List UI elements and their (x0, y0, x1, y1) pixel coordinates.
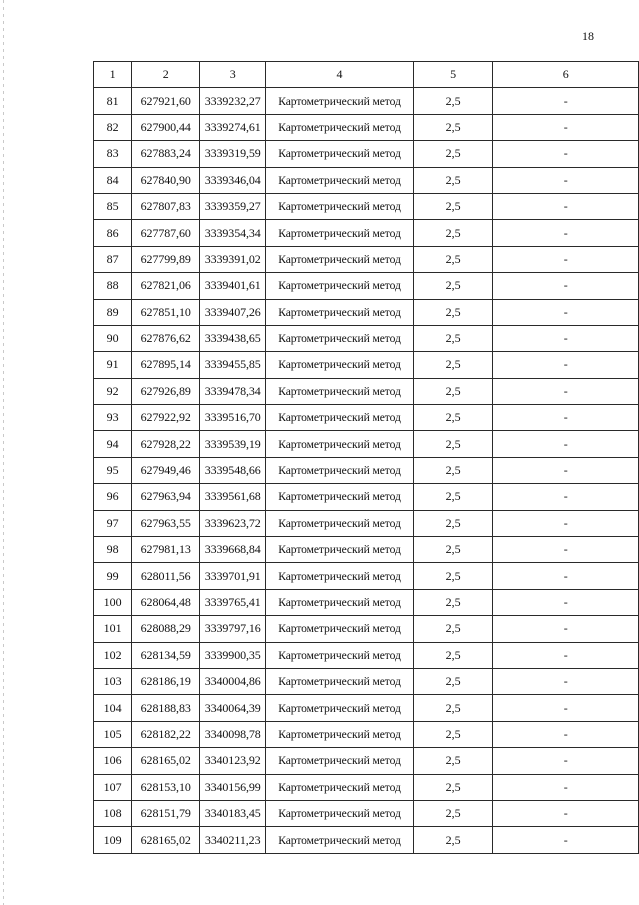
note-cell: - (493, 193, 639, 219)
note-cell: - (493, 405, 639, 431)
header-cell-6: 6 (493, 62, 639, 88)
accuracy-cell: 2,5 (413, 748, 493, 774)
accuracy-cell: 2,5 (413, 800, 493, 826)
method-cell: Картометрический метод (266, 167, 413, 193)
accuracy-cell: 2,5 (413, 88, 493, 114)
x-coordinate-cell: 627963,94 (132, 484, 200, 510)
method-cell: Картометрический метод (266, 220, 413, 246)
point-number-cell: 88 (94, 273, 132, 299)
method-cell: Картометрический метод (266, 800, 413, 826)
header-cell-5: 5 (413, 62, 493, 88)
y-coordinate-cell: 3340098,78 (200, 721, 266, 747)
point-number-cell: 82 (94, 114, 132, 140)
y-coordinate-cell: 3340123,92 (200, 748, 266, 774)
method-cell: Картометрический метод (266, 325, 413, 351)
accuracy-cell: 2,5 (413, 141, 493, 167)
y-coordinate-cell: 3340211,23 (200, 827, 266, 853)
method-cell: Картометрический метод (266, 695, 413, 721)
point-number-cell: 108 (94, 800, 132, 826)
point-number-cell: 97 (94, 510, 132, 536)
point-number-cell: 87 (94, 246, 132, 272)
y-coordinate-cell: 3339232,27 (200, 88, 266, 114)
table-row (94, 88, 639, 114)
point-number-cell: 100 (94, 589, 132, 615)
note-cell: - (493, 352, 639, 378)
y-coordinate-cell: 3339478,34 (200, 378, 266, 404)
method-cell: Картометрический метод (266, 457, 413, 483)
note-cell: - (493, 141, 639, 167)
method-cell: Картометрический метод (266, 431, 413, 457)
y-coordinate-cell: 3339516,70 (200, 405, 266, 431)
table-row (94, 510, 639, 536)
table-row (94, 721, 639, 747)
note-cell: - (493, 510, 639, 536)
point-number-cell: 98 (94, 537, 132, 563)
y-coordinate-cell: 3339319,59 (200, 141, 266, 167)
table-row (94, 457, 639, 483)
table-row (94, 193, 639, 219)
method-cell: Картометрический метод (266, 88, 413, 114)
table-row (94, 220, 639, 246)
method-cell: Картометрический метод (266, 378, 413, 404)
x-coordinate-cell: 627900,44 (132, 114, 200, 140)
table-row (94, 378, 639, 404)
accuracy-cell: 2,5 (413, 114, 493, 140)
y-coordinate-cell: 3339407,26 (200, 299, 266, 325)
y-coordinate-cell: 3339359,27 (200, 193, 266, 219)
point-number-cell: 107 (94, 774, 132, 800)
accuracy-cell: 2,5 (413, 774, 493, 800)
y-coordinate-cell: 3339548,66 (200, 457, 266, 483)
header-cell-4: 4 (266, 62, 413, 88)
table-row (94, 537, 639, 563)
method-cell: Картометрический метод (266, 246, 413, 272)
method-cell: Картометрический метод (266, 668, 413, 694)
point-number-cell: 81 (94, 88, 132, 114)
coordinates-table (93, 61, 639, 854)
table-row (94, 352, 639, 378)
method-cell: Картометрический метод (266, 299, 413, 325)
y-coordinate-cell: 3339539,19 (200, 431, 266, 457)
note-cell: - (493, 800, 639, 826)
header-cell-3: 3 (200, 62, 266, 88)
y-coordinate-cell: 3339391,02 (200, 246, 266, 272)
table-row (94, 589, 639, 615)
method-cell: Картометрический метод (266, 537, 413, 563)
note-cell: - (493, 774, 639, 800)
point-number-cell: 102 (94, 642, 132, 668)
x-coordinate-cell: 628182,22 (132, 721, 200, 747)
table-row (94, 616, 639, 642)
x-coordinate-cell: 628134,59 (132, 642, 200, 668)
note-cell: - (493, 299, 639, 325)
note-cell: - (493, 167, 639, 193)
y-coordinate-cell: 3339623,72 (200, 510, 266, 536)
table-row (94, 141, 639, 167)
x-coordinate-cell: 627895,14 (132, 352, 200, 378)
y-coordinate-cell: 3339765,41 (200, 589, 266, 615)
point-number-cell: 89 (94, 299, 132, 325)
note-cell: - (493, 273, 639, 299)
x-coordinate-cell: 627926,89 (132, 378, 200, 404)
note-cell: - (493, 642, 639, 668)
note-cell: - (493, 431, 639, 457)
table-row (94, 273, 639, 299)
table-row (94, 484, 639, 510)
y-coordinate-cell: 3339438,65 (200, 325, 266, 351)
point-number-cell: 95 (94, 457, 132, 483)
method-cell: Картометрический метод (266, 774, 413, 800)
table-row (94, 642, 639, 668)
note-cell: - (493, 563, 639, 589)
y-coordinate-cell: 3339668,84 (200, 537, 266, 563)
table-row (94, 325, 639, 351)
y-coordinate-cell: 3339401,61 (200, 273, 266, 299)
accuracy-cell: 2,5 (413, 352, 493, 378)
y-coordinate-cell: 3339701,91 (200, 563, 266, 589)
point-number-cell: 109 (94, 827, 132, 853)
x-coordinate-cell: 628153,10 (132, 774, 200, 800)
note-cell: - (493, 695, 639, 721)
accuracy-cell: 2,5 (413, 827, 493, 853)
x-coordinate-cell: 627799,89 (132, 246, 200, 272)
header-cell-1: 1 (94, 62, 132, 88)
accuracy-cell: 2,5 (413, 325, 493, 351)
note-cell: - (493, 114, 639, 140)
point-number-cell: 85 (94, 193, 132, 219)
method-cell: Картометрический метод (266, 405, 413, 431)
method-cell: Картометрический метод (266, 273, 413, 299)
note-cell: - (493, 668, 639, 694)
x-coordinate-cell: 628011,56 (132, 563, 200, 589)
table-row (94, 800, 639, 826)
method-cell: Картометрический метод (266, 616, 413, 642)
accuracy-cell: 2,5 (413, 457, 493, 483)
note-cell: - (493, 88, 639, 114)
accuracy-cell: 2,5 (413, 193, 493, 219)
x-coordinate-cell: 628151,79 (132, 800, 200, 826)
table-row (94, 431, 639, 457)
note-cell: - (493, 220, 639, 246)
note-cell: - (493, 721, 639, 747)
point-number-cell: 91 (94, 352, 132, 378)
table-body (94, 62, 639, 854)
y-coordinate-cell: 3339354,34 (200, 220, 266, 246)
x-coordinate-cell: 628188,83 (132, 695, 200, 721)
y-coordinate-cell: 3340004,86 (200, 668, 266, 694)
table-row (94, 563, 639, 589)
point-number-cell: 105 (94, 721, 132, 747)
y-coordinate-cell: 3339455,85 (200, 352, 266, 378)
x-coordinate-cell: 628088,29 (132, 616, 200, 642)
x-coordinate-cell: 628186,19 (132, 668, 200, 694)
point-number-cell: 93 (94, 405, 132, 431)
x-coordinate-cell: 628165,02 (132, 748, 200, 774)
accuracy-cell: 2,5 (413, 563, 493, 589)
table-row (94, 246, 639, 272)
accuracy-cell: 2,5 (413, 721, 493, 747)
x-coordinate-cell: 627928,22 (132, 431, 200, 457)
point-number-cell: 90 (94, 325, 132, 351)
accuracy-cell: 2,5 (413, 642, 493, 668)
method-cell: Картометрический метод (266, 642, 413, 668)
table-header-row (94, 62, 639, 88)
method-cell: Картометрический метод (266, 563, 413, 589)
accuracy-cell: 2,5 (413, 167, 493, 193)
note-cell: - (493, 325, 639, 351)
method-cell: Картометрический метод (266, 510, 413, 536)
accuracy-cell: 2,5 (413, 668, 493, 694)
accuracy-cell: 2,5 (413, 378, 493, 404)
x-coordinate-cell: 627851,10 (132, 299, 200, 325)
note-cell: - (493, 589, 639, 615)
note-cell: - (493, 616, 639, 642)
x-coordinate-cell: 627921,60 (132, 88, 200, 114)
y-coordinate-cell: 3339561,68 (200, 484, 266, 510)
y-coordinate-cell: 3340156,99 (200, 774, 266, 800)
y-coordinate-cell: 3339900,35 (200, 642, 266, 668)
x-coordinate-cell: 628165,02 (132, 827, 200, 853)
method-cell: Картометрический метод (266, 193, 413, 219)
method-cell: Картометрический метод (266, 748, 413, 774)
table-row (94, 114, 639, 140)
table-row (94, 167, 639, 193)
header-cell-2: 2 (132, 62, 200, 88)
x-coordinate-cell: 627876,62 (132, 325, 200, 351)
point-number-cell: 94 (94, 431, 132, 457)
accuracy-cell: 2,5 (413, 405, 493, 431)
accuracy-cell: 2,5 (413, 431, 493, 457)
method-cell: Картометрический метод (266, 827, 413, 853)
point-number-cell: 104 (94, 695, 132, 721)
y-coordinate-cell: 3339274,61 (200, 114, 266, 140)
note-cell: - (493, 537, 639, 563)
accuracy-cell: 2,5 (413, 484, 493, 510)
x-coordinate-cell: 627807,83 (132, 193, 200, 219)
x-coordinate-cell: 627821,06 (132, 273, 200, 299)
point-number-cell: 99 (94, 563, 132, 589)
note-cell: - (493, 748, 639, 774)
accuracy-cell: 2,5 (413, 616, 493, 642)
accuracy-cell: 2,5 (413, 246, 493, 272)
point-number-cell: 92 (94, 378, 132, 404)
y-coordinate-cell: 3339346,04 (200, 167, 266, 193)
y-coordinate-cell: 3340064,39 (200, 695, 266, 721)
method-cell: Картометрический метод (266, 589, 413, 615)
point-number-cell: 106 (94, 748, 132, 774)
point-number-cell: 96 (94, 484, 132, 510)
note-cell: - (493, 378, 639, 404)
note-cell: - (493, 246, 639, 272)
method-cell: Картометрический метод (266, 721, 413, 747)
accuracy-cell: 2,5 (413, 537, 493, 563)
method-cell: Картометрический метод (266, 114, 413, 140)
table-row (94, 695, 639, 721)
x-coordinate-cell: 627840,90 (132, 167, 200, 193)
point-number-cell: 86 (94, 220, 132, 246)
table-row (94, 299, 639, 325)
accuracy-cell: 2,5 (413, 695, 493, 721)
x-coordinate-cell: 627883,24 (132, 141, 200, 167)
point-number-cell: 83 (94, 141, 132, 167)
accuracy-cell: 2,5 (413, 589, 493, 615)
point-number-cell: 84 (94, 167, 132, 193)
table-row (94, 748, 639, 774)
x-coordinate-cell: 627787,60 (132, 220, 200, 246)
y-coordinate-cell: 3340183,45 (200, 800, 266, 826)
accuracy-cell: 2,5 (413, 299, 493, 325)
x-coordinate-cell: 627963,55 (132, 510, 200, 536)
x-coordinate-cell: 628064,48 (132, 589, 200, 615)
point-number-cell: 101 (94, 616, 132, 642)
method-cell: Картометрический метод (266, 484, 413, 510)
x-coordinate-cell: 627949,46 (132, 457, 200, 483)
point-number-cell: 103 (94, 668, 132, 694)
method-cell: Картометрический метод (266, 352, 413, 378)
method-cell: Картометрический метод (266, 141, 413, 167)
table-row (94, 774, 639, 800)
y-coordinate-cell: 3339797,16 (200, 616, 266, 642)
table-row (94, 405, 639, 431)
accuracy-cell: 2,5 (413, 510, 493, 536)
x-coordinate-cell: 627922,92 (132, 405, 200, 431)
table-row (94, 668, 639, 694)
note-cell: - (493, 827, 639, 853)
x-coordinate-cell: 627981,13 (132, 537, 200, 563)
page-number: 18 (582, 29, 594, 43)
table-row (94, 827, 639, 853)
scan-margin-line (3, 0, 4, 905)
accuracy-cell: 2,5 (413, 273, 493, 299)
accuracy-cell: 2,5 (413, 220, 493, 246)
note-cell: - (493, 457, 639, 483)
note-cell: - (493, 484, 639, 510)
